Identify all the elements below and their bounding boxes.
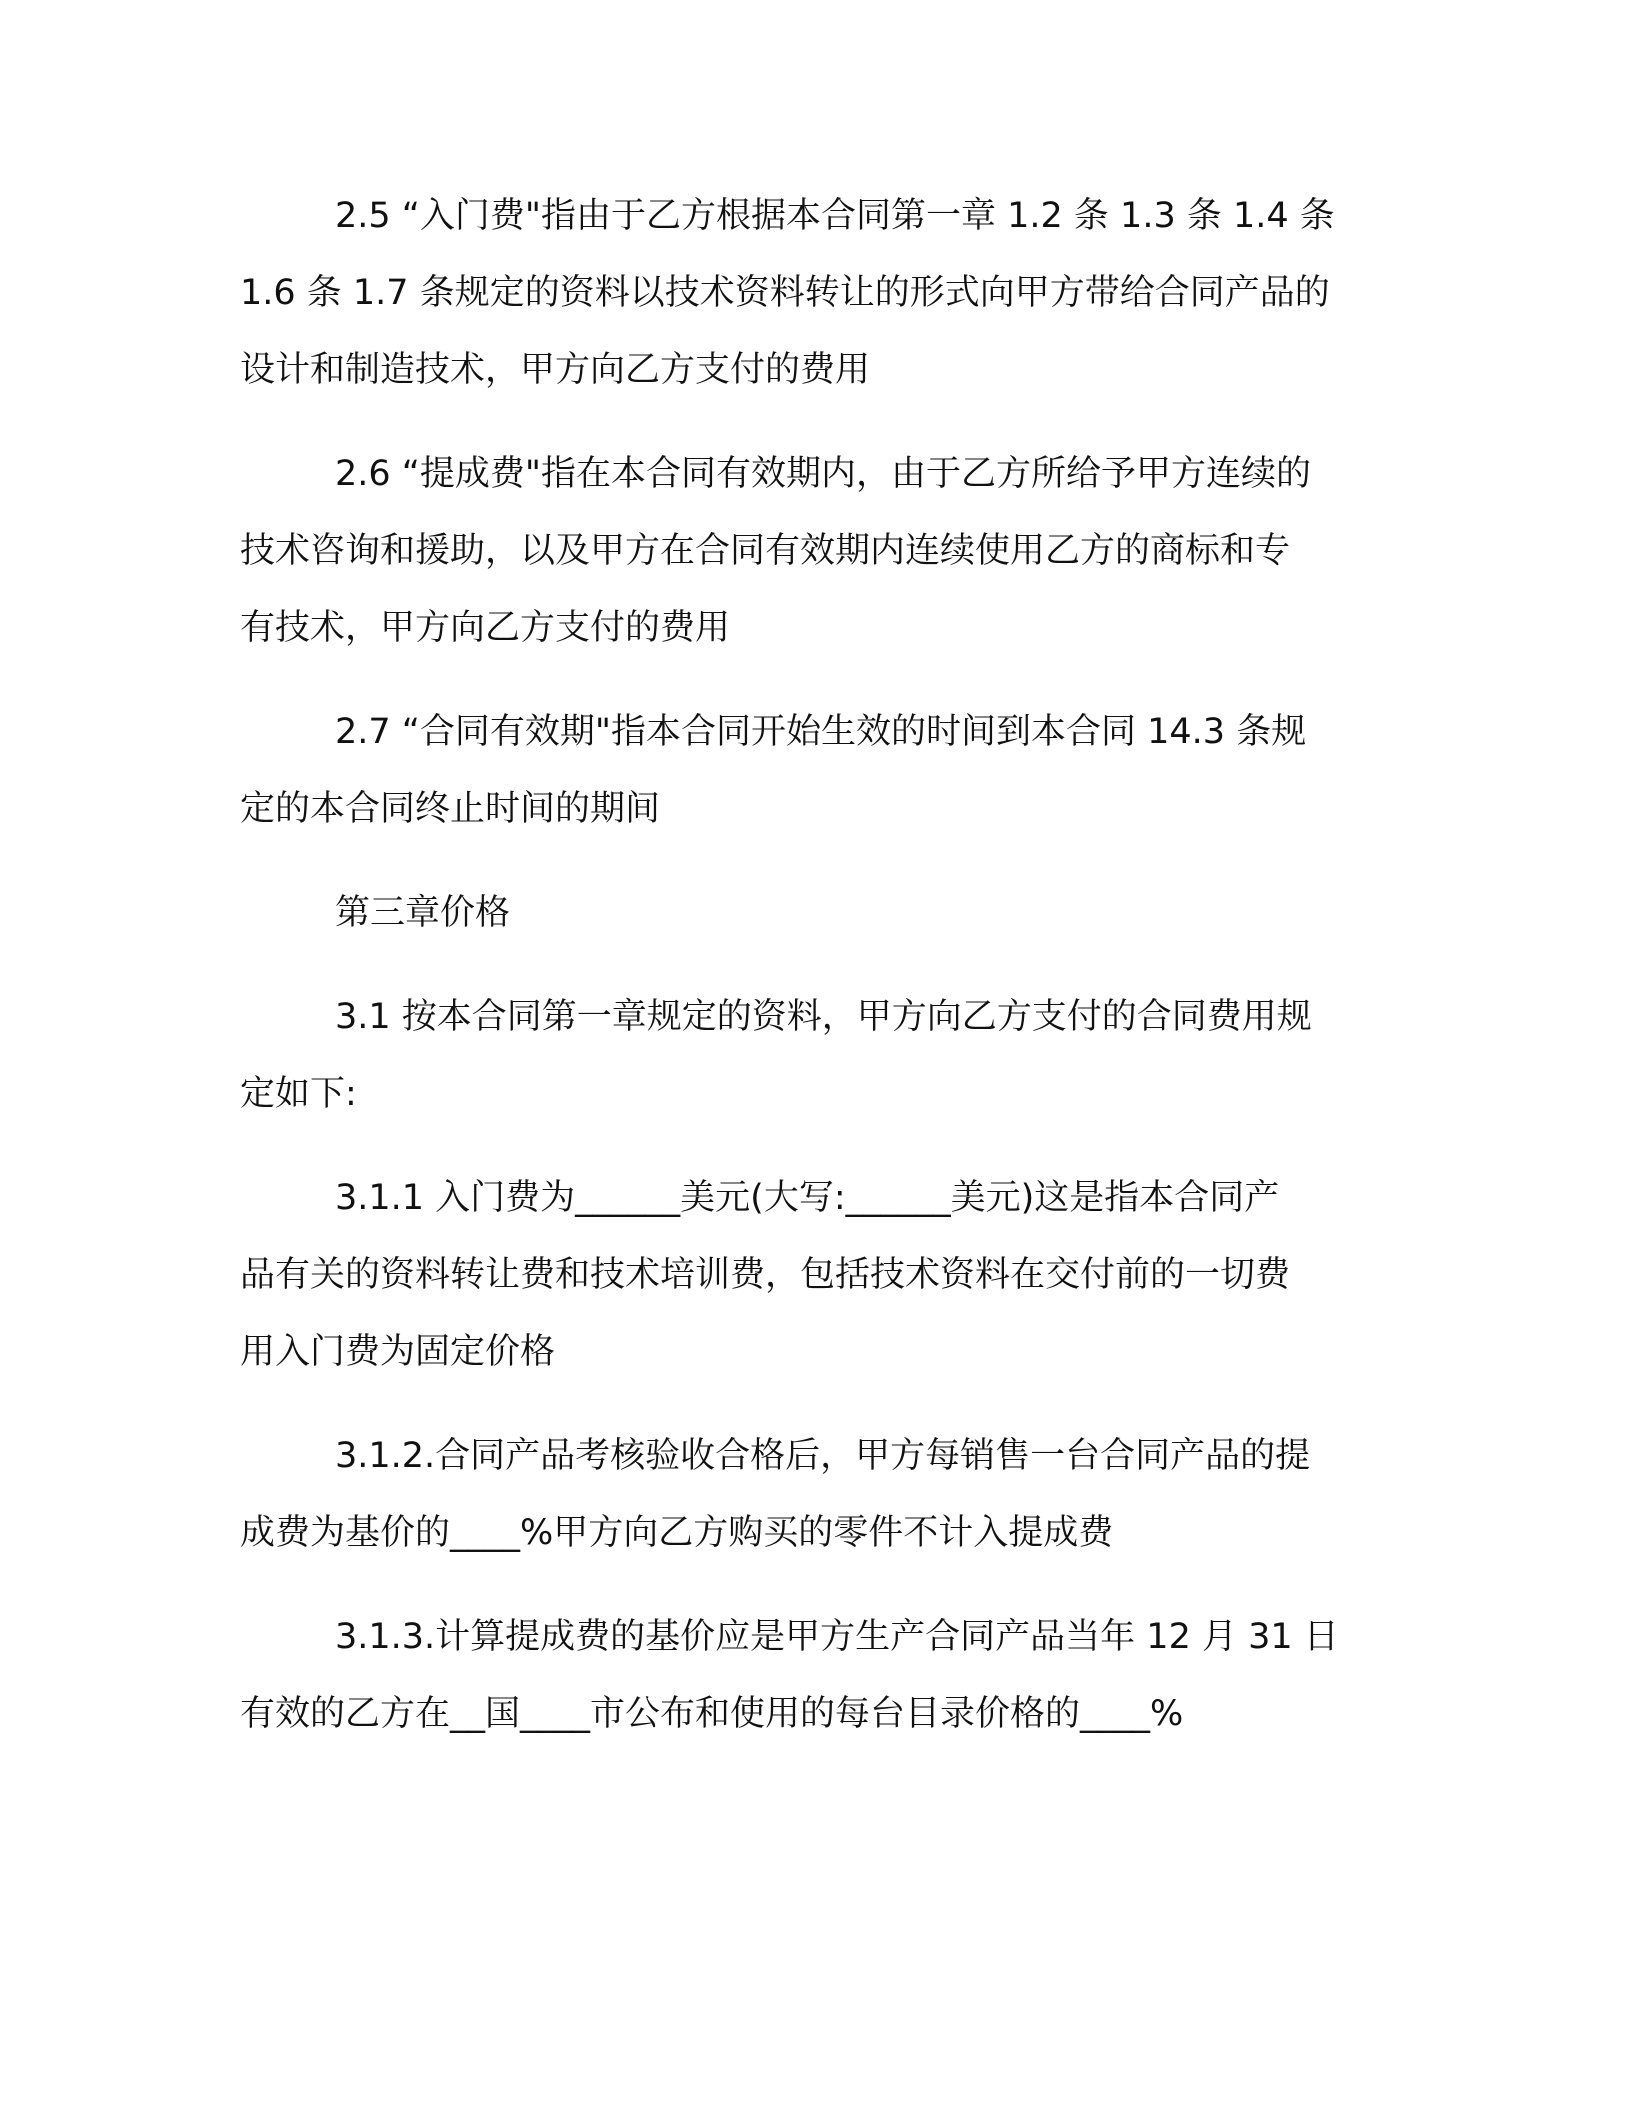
- text-line: 技术咨询和援助，以及甲方在合同有效期内连续使用乙方的商标和专: [240, 531, 1291, 571]
- text-line: 1.6 条 1.7 条规定的资料以技术资料转让的形式向甲方带给合同产品的: [240, 273, 1330, 313]
- clause-3-1-3: [240, 1599, 1380, 1753]
- text-line: 品有关的资料转让费和技术培训费，包括技术资料在交付前的一切费: [240, 1255, 1291, 1295]
- clause-3-1: [240, 979, 1380, 1133]
- text-line: 2.6 “提成费"指在本合同有效期内，由于乙方所给予甲方连续的: [335, 454, 1312, 494]
- text-line: 用入门费为固定价格: [240, 1332, 556, 1372]
- text-line: 3.1 按本合同第一章规定的资料，甲方向乙方支付的合同费用规: [335, 997, 1312, 1037]
- clause-3-1-1: [240, 1160, 1380, 1391]
- text-line: 有技术，甲方向乙方支付的费用: [240, 608, 731, 648]
- chapter-3-heading: [240, 875, 1380, 952]
- text-line: 3.1.1 入门费为______美元(大写:______美元)这是指本合同产: [335, 1178, 1280, 1218]
- clause-2-6: [240, 436, 1380, 667]
- chapter-title: 第三章价格: [335, 893, 511, 933]
- text-line: 定的本合同终止时间的期间: [240, 789, 661, 829]
- clause-2-5: [240, 178, 1380, 409]
- document-body: [240, 178, 1380, 1780]
- text-line: 2.7 “合同有效期"指本合同开始生效的时间到本合同 14.3 条规: [335, 712, 1307, 752]
- text-line: 2.5 “入门费"指由于乙方根据本合同第一章 1.2 条 1.3 条 1.4 条: [335, 196, 1335, 236]
- clause-3-1-2: [240, 1418, 1380, 1572]
- text-line: 3.1.3.计算提成费的基价应是甲方生产合同产品当年 12 月 31 日: [335, 1617, 1339, 1657]
- clause-2-7: [240, 694, 1380, 848]
- text-line: 成费为基价的____%甲方向乙方购买的零件不计入提成费: [240, 1513, 1114, 1553]
- text-line: 3.1.2.合同产品考核验收合格后，甲方每销售一台合同产品的提: [335, 1436, 1311, 1476]
- text-line: 设计和制造技术，甲方向乙方支付的费用: [240, 350, 871, 390]
- text-line: 有效的乙方在__国____市公布和使用的每台目录价格的____%: [240, 1694, 1184, 1734]
- text-line: 定如下:: [240, 1074, 357, 1114]
